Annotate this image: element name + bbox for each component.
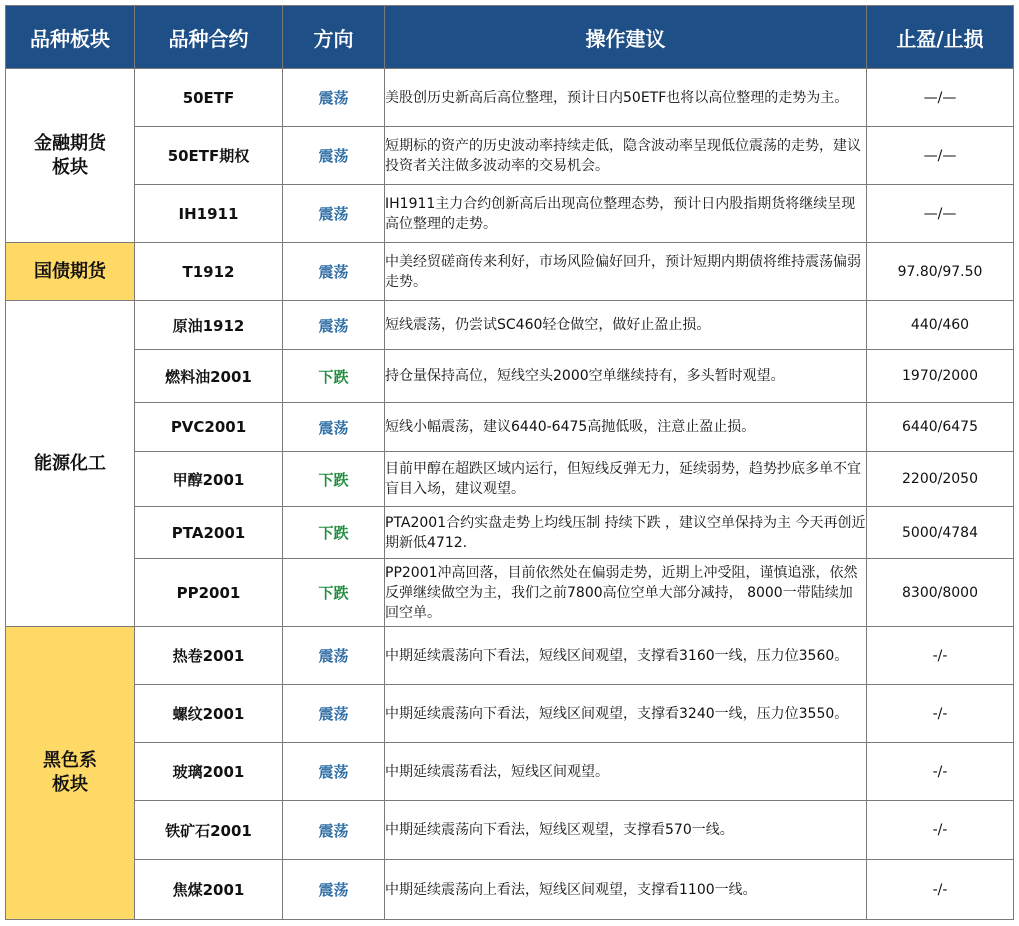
advice-cell: 美股创历史新高后高位整理，预计日内50ETF也将以高位整理的走势为主。 bbox=[385, 69, 867, 127]
contract-cell: 甲醇2001 bbox=[135, 452, 283, 507]
advice-cell: 目前甲醇在超跌区域内运行，但短线反弹无力，延续弱势，趋势抄底多单不宜盲目入场，建议观望。 bbox=[385, 452, 867, 507]
table-row bbox=[6, 801, 1014, 860]
category-label-line: 板块 bbox=[52, 156, 88, 178]
advice-cell: 中期延续震荡向下看法，短线区观望，支撑看570一线。 bbox=[385, 801, 867, 860]
direction-cell: 震荡 bbox=[283, 301, 385, 350]
stop-cell: 97.80/97.50 bbox=[867, 243, 1014, 301]
header-advice: 操作建议 bbox=[385, 6, 867, 69]
direction-cell: 震荡 bbox=[283, 627, 385, 685]
strategy-table bbox=[5, 5, 1014, 920]
category-label-line: 板块 bbox=[52, 774, 88, 795]
table-row bbox=[6, 403, 1014, 452]
table-row bbox=[6, 507, 1014, 559]
table-row bbox=[6, 69, 1014, 127]
stop-cell: 440/460 bbox=[867, 301, 1014, 350]
contract-cell: 50ETF bbox=[135, 69, 283, 127]
stop-cell: -/- bbox=[867, 801, 1014, 860]
table-row bbox=[6, 243, 1014, 301]
stop-cell: —/— bbox=[867, 127, 1014, 185]
category-cell bbox=[6, 69, 135, 243]
category-cell bbox=[6, 243, 135, 301]
table-row bbox=[6, 559, 1014, 627]
contract-cell: 50ETF期权 bbox=[135, 127, 283, 185]
category-cell bbox=[6, 301, 135, 627]
direction-cell: 震荡 bbox=[283, 243, 385, 301]
advice-cell: 中期延续震荡向下看法，短线区间观望，支撑看3240一线，压力位3550。 bbox=[385, 685, 867, 743]
contract-cell: 玻璃2001 bbox=[135, 743, 283, 801]
contract-cell: 焦煤2001 bbox=[135, 860, 283, 920]
table-row bbox=[6, 452, 1014, 507]
header-row bbox=[6, 6, 1014, 69]
direction-cell: 震荡 bbox=[283, 69, 385, 127]
stop-cell: 5000/4784 bbox=[867, 507, 1014, 559]
direction-cell: 下跌 bbox=[283, 350, 385, 403]
contract-cell: 热卷2001 bbox=[135, 627, 283, 685]
header-direction: 方向 bbox=[283, 6, 385, 69]
table-row bbox=[6, 301, 1014, 350]
table-row bbox=[6, 350, 1014, 403]
table-row bbox=[6, 627, 1014, 685]
direction-cell: 下跌 bbox=[283, 452, 385, 507]
stop-cell: 1970/2000 bbox=[867, 350, 1014, 403]
contract-cell: 原油1912 bbox=[135, 301, 283, 350]
table-row bbox=[6, 185, 1014, 243]
stop-cell: 6440/6475 bbox=[867, 403, 1014, 452]
table-row bbox=[6, 685, 1014, 743]
table-body bbox=[6, 69, 1014, 920]
direction-cell: 震荡 bbox=[283, 685, 385, 743]
contract-cell: PVC2001 bbox=[135, 403, 283, 452]
stop-cell: 2200/2050 bbox=[867, 452, 1014, 507]
table-row bbox=[6, 860, 1014, 920]
stop-cell: -/- bbox=[867, 860, 1014, 920]
direction-cell: 下跌 bbox=[283, 507, 385, 559]
contract-cell: 燃料油2001 bbox=[135, 350, 283, 403]
advice-cell: 短线震荡，仍尝试SC460轻仓做空，做好止盈止损。 bbox=[385, 301, 867, 350]
category-label-line: 金融期货 bbox=[34, 132, 106, 154]
stop-cell: 8300/8000 bbox=[867, 559, 1014, 627]
advice-cell: 短线小幅震荡，建议6440-6475高抛低吸，注意止盈止损。 bbox=[385, 403, 867, 452]
advice-cell: PP2001冲高回落，目前依然处在偏弱走势，近期上冲受阻，谨慎追涨，依然反弹继续做空为主，我们之前7800高位空单大部分减持， 8000一带陆续加回空单。 bbox=[385, 559, 867, 627]
stop-cell: -/- bbox=[867, 627, 1014, 685]
table-row bbox=[6, 743, 1014, 801]
category-label-line: 黑色系 bbox=[43, 750, 97, 771]
contract-cell: PP2001 bbox=[135, 559, 283, 627]
direction-cell: 下跌 bbox=[283, 559, 385, 627]
table-row bbox=[6, 127, 1014, 185]
header-contract: 品种合约 bbox=[135, 6, 283, 69]
stop-cell: —/— bbox=[867, 185, 1014, 243]
direction-cell: 震荡 bbox=[283, 185, 385, 243]
direction-cell: 震荡 bbox=[283, 127, 385, 185]
contract-cell: T1912 bbox=[135, 243, 283, 301]
contract-cell: IH1911 bbox=[135, 185, 283, 243]
direction-cell: 震荡 bbox=[283, 801, 385, 860]
advice-cell: IH1911主力合约创新高后出现高位整理态势，预计日内股指期货将继续呈现高位整理的走势。 bbox=[385, 185, 867, 243]
stop-cell: -/- bbox=[867, 685, 1014, 743]
category-label-line: 能源化工 bbox=[34, 452, 106, 474]
direction-cell: 震荡 bbox=[283, 743, 385, 801]
stop-cell: -/- bbox=[867, 743, 1014, 801]
category-label-line: 国债期货 bbox=[34, 260, 106, 282]
direction-cell: 震荡 bbox=[283, 403, 385, 452]
advice-cell: 持仓量保持高位，短线空头2000空单继续持有，多头暂时观望。 bbox=[385, 350, 867, 403]
advice-cell: 中期延续震荡向上看法，短线区间观望，支撑看1100一线。 bbox=[385, 860, 867, 920]
advice-cell: 中期延续震荡向下看法，短线区间观望，支撑看3160一线，压力位3560。 bbox=[385, 627, 867, 685]
direction-cell: 震荡 bbox=[283, 860, 385, 920]
stop-cell: —/— bbox=[867, 69, 1014, 127]
contract-cell: 螺纹2001 bbox=[135, 685, 283, 743]
contract-cell: PTA2001 bbox=[135, 507, 283, 559]
advice-cell: PTA2001合约实盘走势上均线压制 持续下跌 ，建议空单保持为主 今天再创近期新低4712. bbox=[385, 507, 867, 559]
advice-cell: 中美经贸磋商传来利好，市场风险偏好回升，预计短期内期债将维持震荡偏弱走势。 bbox=[385, 243, 867, 301]
category-cell bbox=[6, 627, 135, 920]
advice-cell: 中期延续震荡看法，短线区间观望。 bbox=[385, 743, 867, 801]
contract-cell: 铁矿石2001 bbox=[135, 801, 283, 860]
header-category: 品种板块 bbox=[6, 6, 135, 69]
header-stop: 止盈/止损 bbox=[867, 6, 1014, 69]
advice-cell: 短期标的资产的历史波动率持续走低，隐含波动率呈现低位震荡的走势，建议投资者关注做多波动率的交易机会。 bbox=[385, 127, 867, 185]
